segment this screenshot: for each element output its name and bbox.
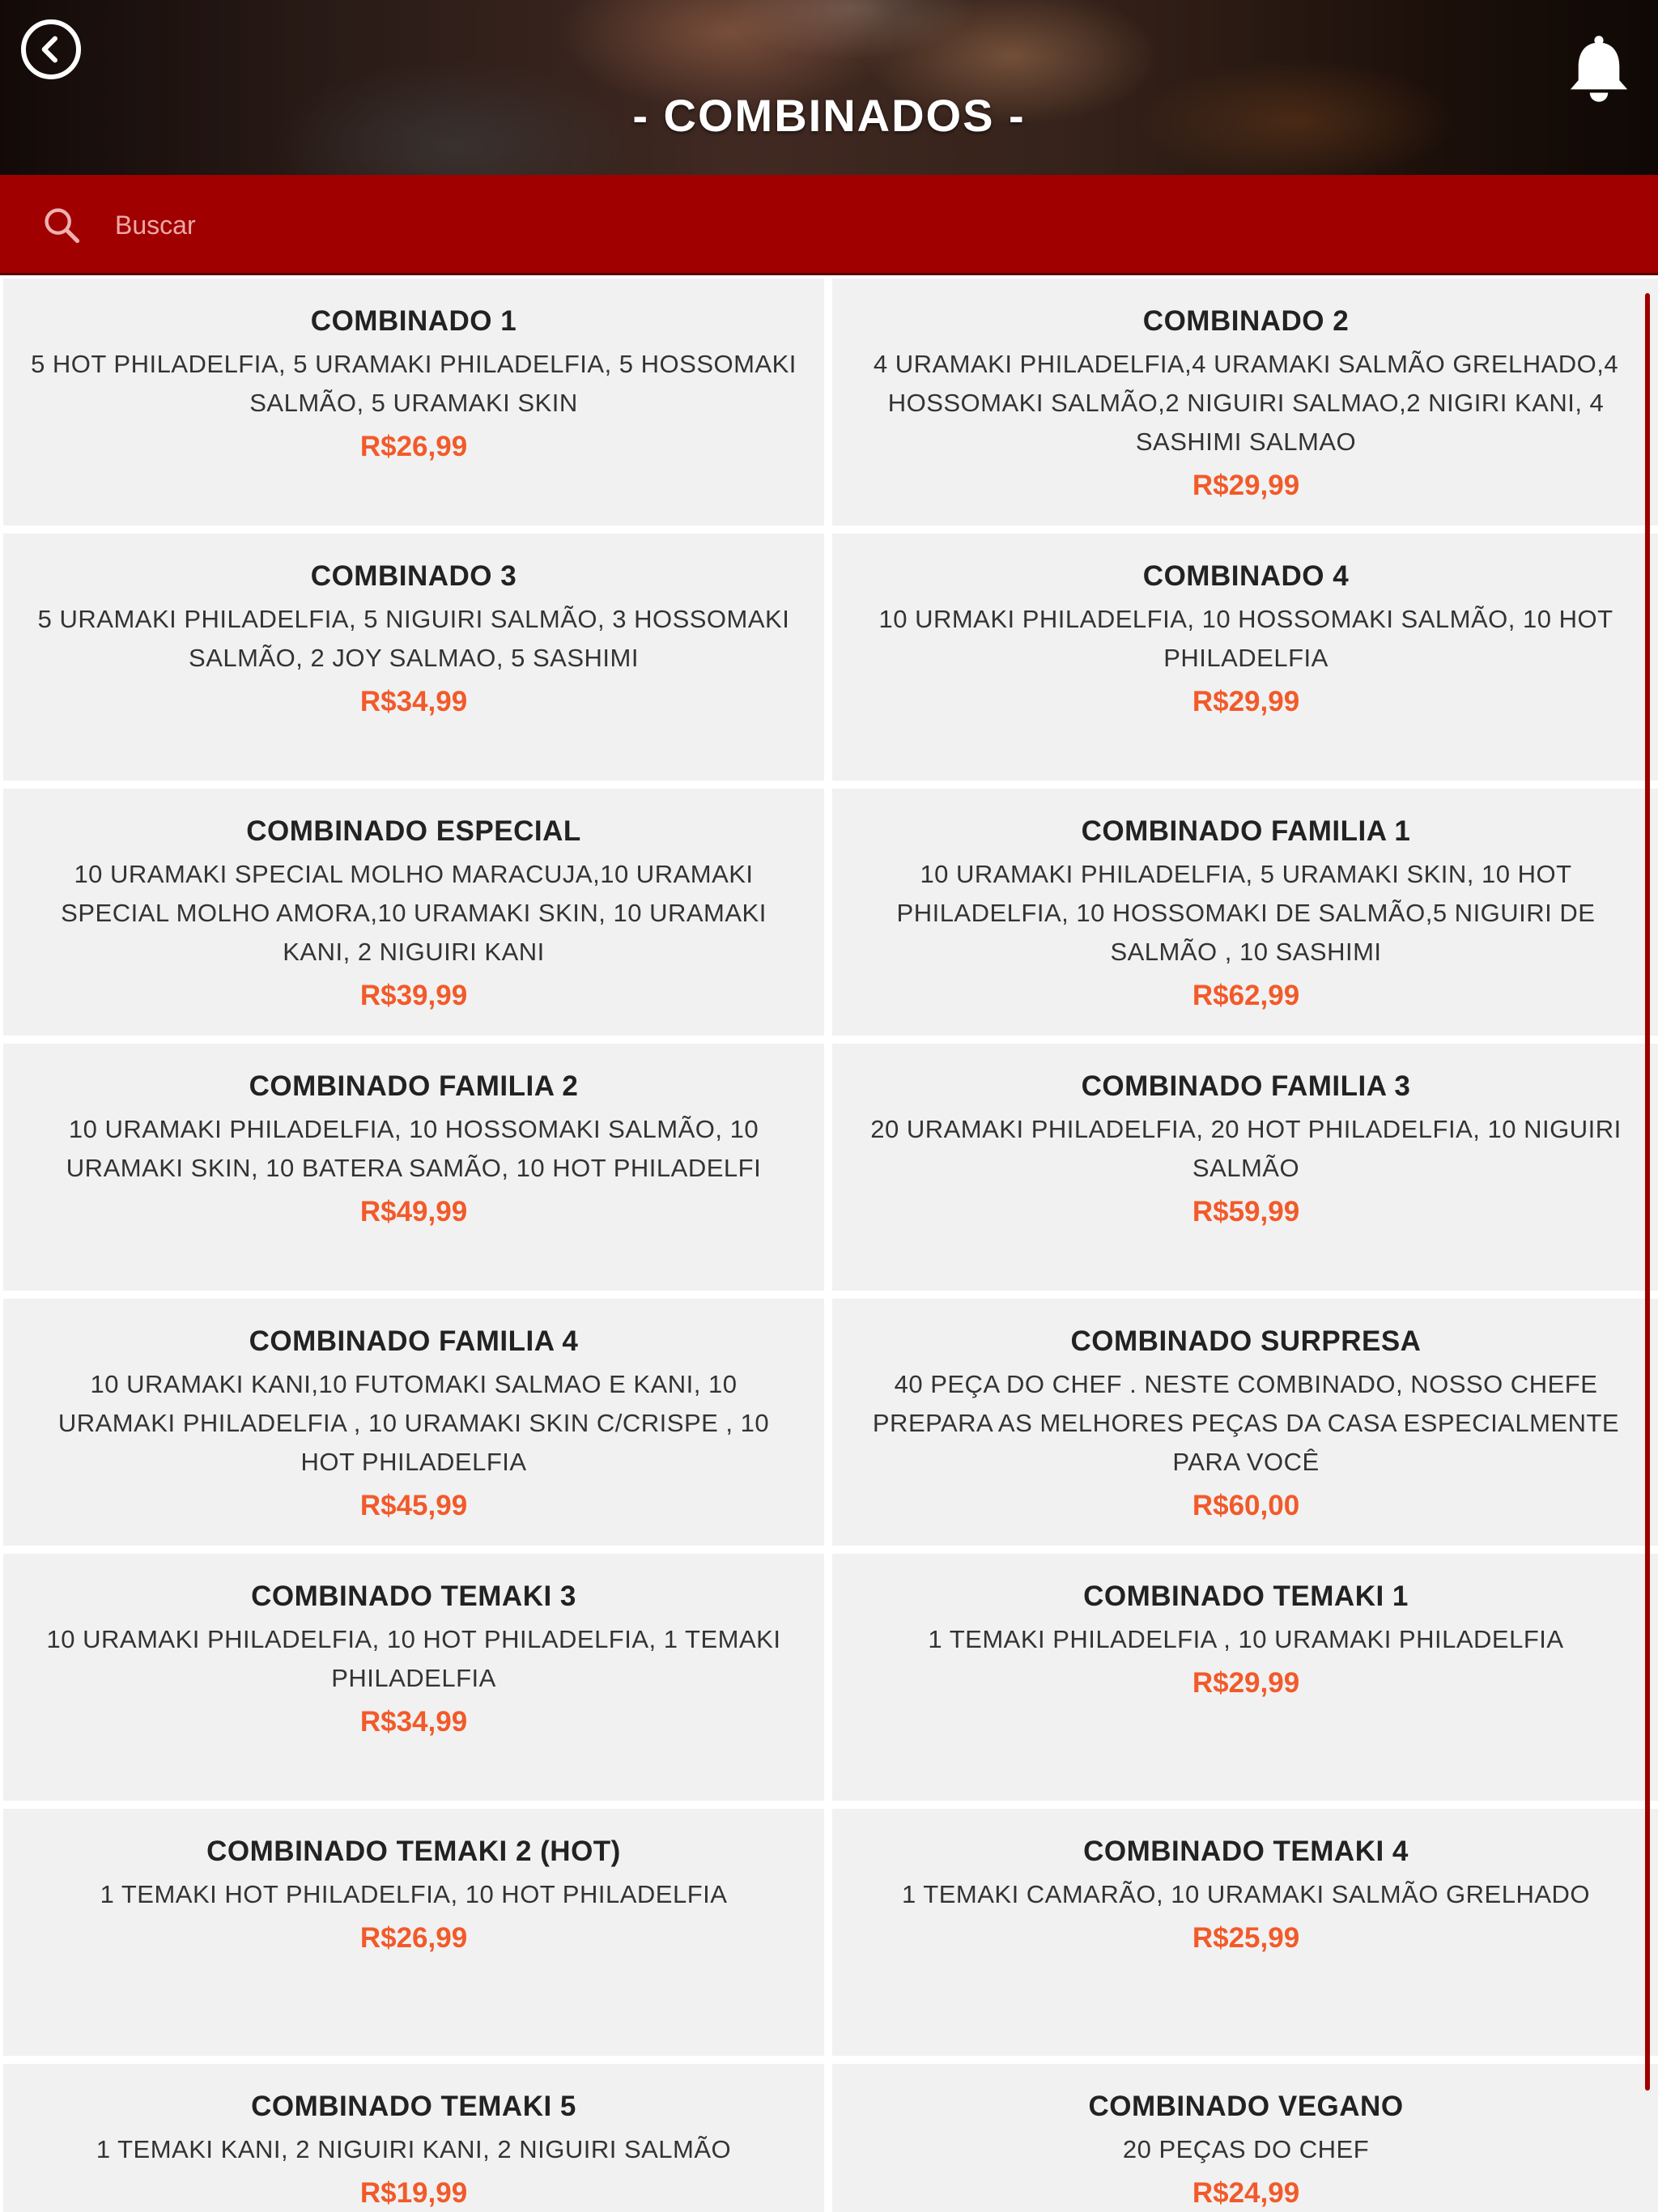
product-description: 10 URAMAKI PHILADELFIA, 10 HOT PHILADELFIA, 1 TEMAKI PHILADELFIA [46, 1625, 781, 1692]
product-card[interactable] [3, 1299, 824, 1546]
product-price: R$59,99 [1192, 1196, 1300, 1227]
product-price: R$25,99 [1192, 1922, 1300, 1954]
product-description: 10 URAMAKI KANI,10 FUTOMAKI SALMAO E KANI, 10 URAMAKI PHILADELFIA , 10 URAMAKI SKIN C/CRISPE , 10 HOT PHILADELFIA [57, 1370, 770, 1476]
product-card[interactable] [832, 789, 1658, 1036]
back-button[interactable] [21, 19, 81, 79]
product-card[interactable] [3, 789, 824, 1036]
product-description: 10 URMAKI PHILADELFIA, 10 HOSSOMAKI SALMÃO, 10 HOT PHILADELFIA [878, 605, 1613, 672]
product-name: COMBINADO FAMILIA 1 [1081, 815, 1411, 847]
product-price: R$29,99 [1192, 470, 1300, 501]
product-description: 20 URAMAKI PHILADELFIA, 20 HOT PHILADELFIA, 10 NIGUIRI SALMÃO [870, 1115, 1622, 1182]
search-bar [0, 175, 1658, 275]
product-description: 1 TEMAKI HOT PHILADELFIA, 10 HOT PHILADELFIA [100, 1880, 728, 1908]
product-price: R$34,99 [359, 686, 468, 717]
page-title: - COMBINADOS - [632, 90, 1026, 141]
product-card[interactable] [3, 534, 824, 781]
combo-grid [0, 279, 1648, 2212]
search-input[interactable] [113, 199, 1328, 251]
bell-icon [1562, 32, 1635, 105]
product-card[interactable] [832, 2064, 1658, 2212]
product-description: 4 URAMAKI PHILADELFIA,4 URAMAKI SALMÃO GRELHADO,4 HOSSOMAKI SALMÃO,2 NIGUIRI SALMAO,2 NIGIRI KANI, 4 SASHIMI SALMAO [873, 350, 1619, 456]
product-name: COMBINADO FAMILIA 3 [1081, 1070, 1411, 1102]
product-description: 10 URAMAKI SPECIAL MOLHO MARACUJA,10 URAMAKI SPECIAL MOLHO AMORA,10 URAMAKI SKIN, 10 URAMAKI KANI, 2 NIGUIRI KANI [61, 860, 767, 966]
product-card[interactable] [832, 279, 1658, 525]
scrollbar[interactable] [1645, 293, 1650, 2091]
product-price: R$29,99 [1192, 686, 1300, 717]
product-card[interactable] [3, 279, 824, 525]
product-price: R$34,99 [359, 1706, 468, 1738]
product-description: 1 TEMAKI PHILADELFIA , 10 URAMAKI PHILADELFIA [928, 1625, 1564, 1653]
notifications-button[interactable] [1562, 32, 1635, 105]
product-name: COMBINADO FAMILIA 2 [249, 1070, 579, 1102]
product-price: R$62,99 [1192, 980, 1300, 1011]
product-name: COMBINADO VEGANO [1088, 2091, 1404, 2122]
product-card[interactable] [832, 534, 1658, 781]
product-description: 1 TEMAKI CAMARÃO, 10 URAMAKI SALMÃO GRELHADO [901, 1880, 1591, 1908]
product-name: COMBINADO ESPECIAL [246, 815, 581, 847]
back-arrow-icon [35, 33, 67, 66]
product-price: R$24,99 [1192, 2177, 1300, 2209]
product-card[interactable] [832, 1554, 1658, 1801]
product-description: 5 URAMAKI PHILADELFIA, 5 NIGUIRI SALMÃO, 3 HOSSOMAKI SALMÃO, 2 JOY SALMAO, 5 SASHIMI [37, 605, 790, 672]
product-name: COMBINADO 1 [310, 305, 517, 337]
header-banner [0, 0, 1658, 175]
product-price: R$49,99 [359, 1196, 468, 1227]
product-name: COMBINADO TEMAKI 3 [251, 1580, 576, 1612]
product-name: COMBINADO 3 [310, 560, 517, 592]
product-price: R$26,99 [359, 431, 468, 462]
product-price: R$29,99 [1192, 1667, 1300, 1699]
product-card[interactable] [832, 1299, 1658, 1546]
product-price: R$39,99 [359, 980, 468, 1011]
product-price: R$45,99 [359, 1490, 468, 1521]
product-card[interactable] [832, 1044, 1658, 1291]
product-name: COMBINADO TEMAKI 5 [251, 2091, 576, 2122]
product-name: COMBINADO SURPRESA [1070, 1325, 1422, 1357]
product-card[interactable] [3, 1809, 824, 2056]
search-icon[interactable] [40, 204, 83, 246]
product-price: R$26,99 [359, 1922, 468, 1954]
product-name: COMBINADO FAMILIA 4 [249, 1325, 579, 1357]
product-description: 40 PEÇA DO CHEF . NESTE COMBINADO, NOSSO CHEFE PREPARA AS MELHORES PEÇAS DA CASA ESPECIALMENTE PARA VOCÊ [872, 1370, 1620, 1476]
product-name: COMBINADO TEMAKI 4 [1083, 1836, 1409, 1867]
product-description: 20 PEÇAS DO CHEF [1122, 2135, 1370, 2163]
product-card[interactable] [3, 2064, 824, 2212]
product-description: 10 URAMAKI PHILADELFIA, 5 URAMAKI SKIN, 10 HOT PHILADELFIA, 10 HOSSOMAKI DE SALMÃO,5 NIGUIRI DE SALMÃO , 10 SASHIMI [896, 860, 1596, 966]
product-description: 1 TEMAKI KANI, 2 NIGUIRI KANI, 2 NIGUIRI SALMÃO [96, 2135, 732, 2163]
product-name: COMBINADO TEMAKI 1 [1083, 1580, 1409, 1612]
product-price: R$60,00 [1192, 1490, 1300, 1521]
product-description: 10 URAMAKI PHILADELFIA, 10 HOSSOMAKI SALMÃO, 10 URAMAKI SKIN, 10 BATERA SAMÃO, 10 HOT PHILADELFI [66, 1115, 762, 1182]
product-card[interactable] [832, 1809, 1658, 2056]
product-price: R$19,99 [359, 2177, 468, 2209]
product-card[interactable] [3, 1554, 824, 1801]
product-name: COMBINADO 4 [1142, 560, 1350, 592]
combo-list [0, 279, 1658, 2212]
product-name: COMBINADO TEMAKI 2 (HOT) [206, 1836, 621, 1867]
product-name: COMBINADO 2 [1142, 305, 1350, 337]
product-description: 5 HOT PHILADELFIA, 5 URAMAKI PHILADELFIA, 5 HOSSOMAKI SALMÃO, 5 URAMAKI SKIN [31, 350, 797, 417]
product-card[interactable] [3, 1044, 824, 1291]
